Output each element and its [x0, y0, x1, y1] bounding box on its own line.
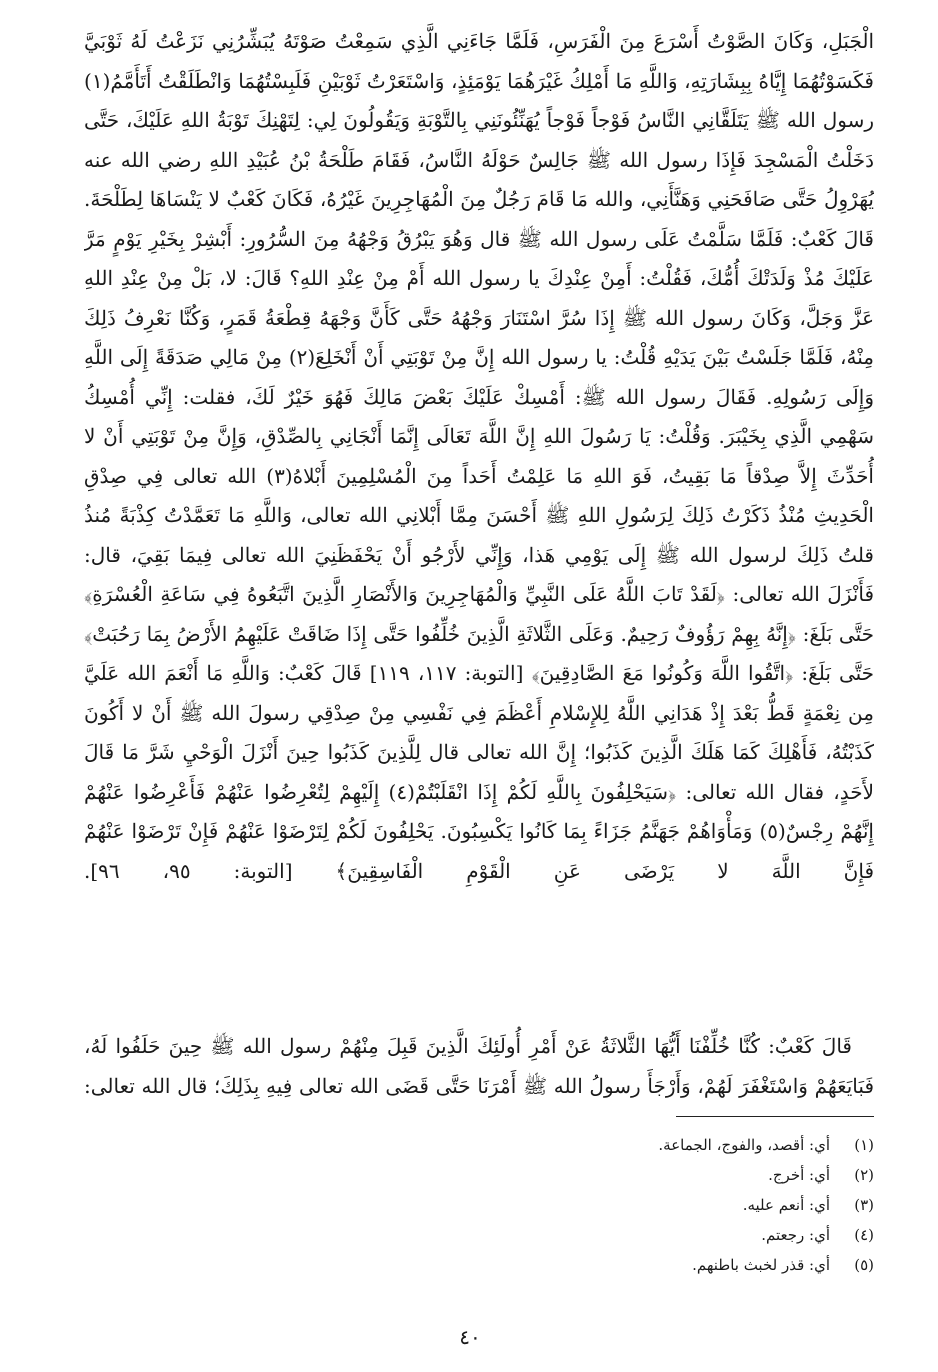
footnote-number: (٥)	[854, 1256, 874, 1274]
footnote-item	[380, 1190, 874, 1220]
footnote-number: (٤)	[854, 1226, 874, 1244]
footnote-text: أي: أقصد، والفوج، الجماعة.	[658, 1136, 830, 1154]
footnote-text: أي: أخرج.	[768, 1166, 830, 1184]
footnote-item	[380, 1160, 874, 1190]
footnote-item	[380, 1130, 874, 1160]
second-paragraph: قَالَ كَعْبٌ: كُنَّا خُلِّفْنَا أَيُّهَا الثَّلاثَةُ عَنْ أَمْرِ أُولَئِكَ الَّذِينَ قَبِلَ مِنْهُمْ رسول الله ﷺ حِينَ حَلَفُوا لَهُ، فَبَايَعَهُمْ وَاسْتَغْفَرَ لَهُمْ، وَأَرْجَأَ رسولُ الله ﷺ أَمْرَنَا حَتَّى قَضَى الله تعالى فِيهِ بِذَلِكَ؛ قال الله تعالى:	[84, 1034, 874, 1098]
footnote-number: (٣)	[854, 1196, 874, 1214]
footnote-item	[380, 1220, 874, 1250]
footnote-text: أي: رجعتم.	[761, 1226, 830, 1244]
footnote-text: أي: قذر لخبث باطنهم.	[692, 1256, 830, 1274]
footnote-item	[380, 1250, 874, 1280]
main-paragraph: الْجَبَلِ، وَكَانَ الصَّوْتُ أَسْرَعَ مِنَ الْفَرَسِ، فَلَمَّا جَاءَنِي الَّذِي سَمِعْتُ صَوْتَهُ يُبَشِّرُنِي نَزَعْتُ لَهُ ثَوْبَيَّ فَكَسَوْتُهُمَا إِيَّاهُ بِبِشَارَتِهِ، وَاللَّهِ مَا أَمْلِكُ غَيْرَهُمَا يَوْمَئِذٍ، وَاسْتَعَرْتُ ثَوْبَيْنِ فَلَبِسْتُهُمَا وَانْطَلَقْتُ أَتَأَمَّمُ(١) رسول الله ﷺ يَتَلَقَّانِي النَّاسُ فَوْجاً فَوْجاً يُهَنِّئُونَنِي بِالتَّوْبَةِ وَيَقُولُونَ لِي: لِتَهْنِكَ تَوْبَةُ اللهِ عَلَيْكَ، حَتَّى دَخَلْتُ الْمَسْجِدَ فَإِذَا رسول الله ﷺ جَالِسٌ حَوْلَهُ النَّاسُ، فَقَامَ طَلْحَةُ بْنُ عُبَيْدِ اللهِ رضي الله عنه يُهَرْوِلُ حَتَّى صَافَحَنِي وَهَنَّأَنِي، والله مَا قَامَ رَجُلٌ مِنَ الْمُهَاجِرِينَ غَيْرُهُ، فَكَانَ كَعْبٌ لا يَنْسَاهَا لِطَلْحَةَ. قَالَ كَعْبٌ: فَلَمَّا سَلَّمْتُ عَلَى رسول الله ﷺ قال وَهُوَ يَبْرُقُ وَجْهُهُ مِنَ السُّرُورِ: أَبْشِرْ بِخَيْرِ يَوْمٍ مَرَّ عَلَيْكَ مُذْ وَلَدَتْكَ أُمُّكَ، فَقُلْتُ: أَمِنْ عِنْدِكَ يا رسول الله أَمْ مِنْ عِنْدِ اللهِ؟ قَالَ: لا، بَلْ مِنْ عِنْدِ اللهِ عَزَّ وَجَلَّ، وَكَانَ رسول الله ﷺ إِذَا سُرَّ اسْتَنَارَ وَجْهُهُ حَتَّى كَأَنَّ وَجْهَهُ قِطْعَةُ قَمَرٍ، وَكُنَّا نَعْرِفُ ذَلِكَ مِنْهُ، فَلَمَّا جَلَسْتُ بَيْنَ يَدَيْهِ قُلْتُ: يا رسول الله إِنَّ مِنْ تَوْبَتِي أَنْ أَنْخَلِعَ(٢) مِنْ مَالِي صَدَقَةً إِلَى اللَّهِ وَإِلَى رَسُولِهِ. فَقَالَ رسول الله ﷺ: أَمْسِكْ عَلَيْكَ بَعْضَ مَالِكَ فَهُوَ خَيْرٌ لَكَ، فقلت: إِنِّي أُمْسِكُ سَهْمِي الَّذِي بِخَيْبَرَ. وَقُلْتُ: يَا رَسُولَ اللهِ إِنَّ اللَّهَ تَعَالَى إِنَّمَا أَنْجَانِي بِالصِّدْقِ، وَإِنَّ مِنْ تَوْبَتِي أَنْ لا أُحَدِّثَ إِلاَّ صِدْقاً مَا بَقِيتُ، فَوَ اللهِ مَا عَلِمْتُ أَحَداً مِنَ الْمُسْلِمِينَ أَبْلاهُ(٣) الله تعالى فِي صِدْقِ الْحَدِيثِ مُنْذُ ذَكَرْتُ ذَلِكَ لِرَسُولِ اللهِ ﷺ أَحْسَنَ مِمَّا أَبْلانِي الله تعالى، وَاللَّهِ مَا تَعَمَّدْتُ كِذْبَةً مُنذُ قلتُ ذَلِكَ لرسول الله ﷺ إِلَى يَوْمِي هَذا، وَإِنِّي لأَرْجُو أَنْ يَحْفَظَنِيَ الله تعالى فِيمَا بَقِيَ، قال: فَأَنْزَلَ الله تعالى: ﴿لَقَدْ تَابَ اللَّهُ عَلَى النَّبِيِّ وَالْمُهَاجِرِينَ وَالأَنْصَارِ الَّذِينَ اتَّبَعُوهُ فِي سَاعَةِ الْعُسْرَةِ﴾ حَتَّى بَلَغَ: ﴿إِنَّهُ بِهِمْ رَؤُوفٌ رَحِيمٌ. وَعَلَى الثَّلاثَةِ الَّذِينَ خُلِّفُوا حَتَّى إِذَا ضَاقَتْ عَلَيْهِمُ الأَرْضُ بِمَا رَحُبَتْ﴾ حَتَّى بَلَغَ: ﴿اتَّقُوا اللَّهَ وَكُونُوا مَعَ الصَّادِقِينَ﴾ [التوبة: ١١٧، ١١٩] قَالَ كَعْبٌ: وَاللَّهِ مَا أَنْعَمَ الله عَلَيَّ مِن نِعْمَةٍ قَطُّ بَعْدَ إِذْ هَدَانِي اللَّهُ لِلإِسْلامِ أَعْظَمَ فِي نَفْسِي مِنْ صِدْقِي رسولَ الله ﷺ أَنْ لا أَكُونَ كَذَبْتُهُ، فَأَهْلِكَ كَمَا هَلَكَ الَّذِينَ كَذَبُوا؛ إِنَّ الله تعالى قال لِلَّذِينَ كَذَبُوا حِينَ أَنْزَلَ الْوَحْيِ شَرَّ مَا قَالَ لأَحَدٍ، فقال الله تعالى: ﴿سَيَحْلِفُونَ بِاللَّهِ لَكُمْ إِذَا انْقَلَبْتُمْ(٤) إِلَيْهِمْ لِتُعْرِضُوا عَنْهُمْ فَأَعْرِضُوا عَنْهُمْ إِنَّهُمْ رِجْسٌ(٥) وَمَأْوَاهُمْ جَهَنَّمُ جَزَاءً بِمَا كَانُوا يَكْسِبُونَ. يَحْلِفُونَ لَكُمْ لِتَرْضَوْا عَنْهُمْ فَإِنْ تَرْضَوْا عَنْهُمْ فَإِنَّ اللَّهَ لا يَرْضَى عَنِ الْقَوْمِ الْفَاسِقِينَ﴾ [التوبة: ٩٥، ٩٦].	[84, 29, 874, 883]
footnote-number: (١)	[854, 1136, 874, 1154]
footnote-separator	[676, 1116, 874, 1117]
main-text-block	[84, 22, 874, 1005]
footnote-text: أي: أنعم عليه.	[742, 1196, 830, 1214]
page-number: ٤٠	[459, 1325, 481, 1349]
footnote-number: (٢)	[854, 1166, 874, 1184]
footnotes	[380, 1130, 874, 1280]
